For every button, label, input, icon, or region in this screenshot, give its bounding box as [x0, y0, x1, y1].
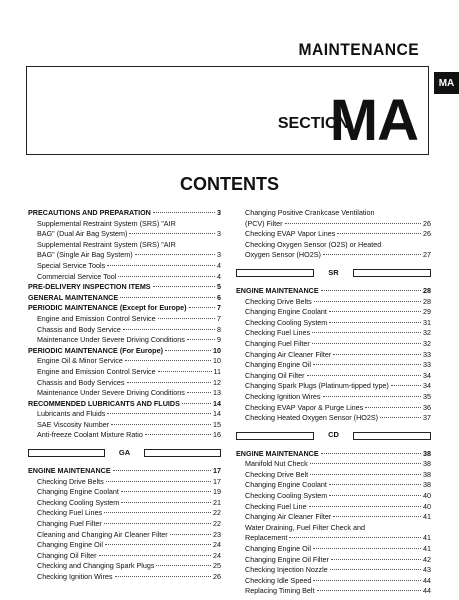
dot-leader [314, 301, 421, 302]
toc-entry[interactable] [236, 318, 431, 329]
entry-title: Chassis and Body Service [37, 324, 121, 334]
toc-entry[interactable] [28, 272, 221, 283]
entry-title: Changing Engine Oil [245, 544, 311, 554]
entry-title: Chassis and Body Services [37, 377, 125, 387]
entry-title: Changing Fuel Filter [245, 338, 310, 348]
dot-leader [329, 311, 421, 312]
dot-leader [125, 360, 211, 361]
page-number: 14 [213, 409, 221, 419]
toc-entry[interactable] [28, 572, 221, 583]
toc-heading-entry[interactable] [28, 346, 221, 357]
toc-entry[interactable] [28, 378, 221, 389]
dot-leader [127, 382, 212, 383]
entry-title: Special Service Tools [37, 260, 106, 270]
page-number: 3 [217, 250, 221, 260]
page-number: 24 [213, 540, 221, 550]
entry-title: ENGINE MAINTENANCE [236, 285, 319, 295]
dot-leader [321, 290, 421, 291]
page-number: 41 [423, 544, 431, 554]
dot-leader [380, 417, 421, 418]
toc-heading-entry[interactable] [28, 293, 221, 304]
entry-title: Oxygen Sensor (HO2S) [245, 250, 321, 260]
page-number: 4 [217, 260, 221, 270]
entry-title: BAG" (Single Air Bag System) [37, 250, 133, 260]
entry-title: Cleaning and Changing Air Cleaner Filter [37, 529, 168, 539]
entry-title: Changing Oil Filter [245, 370, 305, 380]
toc-heading-entry[interactable] [28, 208, 221, 219]
page-number: 35 [423, 391, 431, 401]
dot-leader [312, 332, 421, 333]
page-number: 17 [213, 476, 221, 486]
page-number: 26 [423, 218, 431, 228]
toc-entry[interactable] [28, 367, 221, 378]
toc-entry[interactable] [236, 392, 431, 403]
dot-leader [330, 569, 421, 570]
section-divider [28, 447, 221, 459]
entry-title: Engine and Emission Control Service [37, 366, 156, 376]
toc-heading-entry[interactable] [28, 466, 221, 477]
dot-leader [285, 223, 421, 224]
page-number: 25 [213, 561, 221, 571]
dot-leader [333, 354, 421, 355]
entry-title: Engine Oil & Minor Service [37, 356, 123, 366]
page-number: 13 [213, 388, 221, 398]
divider-bar [236, 432, 314, 440]
section-header-box [26, 66, 429, 155]
page-number: 33 [423, 360, 431, 370]
dot-leader [307, 375, 421, 376]
dot-leader [333, 516, 421, 517]
page-number: 32 [423, 328, 431, 338]
toc-entry[interactable] [28, 420, 221, 431]
dot-leader [329, 484, 421, 485]
page-number: 38 [423, 469, 431, 479]
toc-entry[interactable] [236, 470, 431, 481]
entry-title: Checking Heated Oxygen Sensor (HO2S) [245, 413, 379, 423]
dot-leader [120, 297, 215, 298]
divider-label: GA [118, 447, 131, 457]
page-number: 37 [423, 413, 431, 423]
entry-title: Replacement [245, 533, 288, 543]
page-number: 10 [213, 345, 221, 355]
toc-heading-entry[interactable] [236, 286, 431, 297]
entry-title: Checking EVAP Vapor Lines [245, 229, 336, 239]
divider-bar [236, 269, 314, 277]
dot-leader [289, 537, 421, 538]
toc-entry[interactable] [236, 403, 431, 414]
toc-entry[interactable]: Changing Positive Crankcase Ventilation [245, 208, 375, 217]
entry-title: Engine and Emission Control Service [37, 313, 156, 323]
page-number: 6 [217, 292, 221, 302]
toc-heading-entry[interactable] [28, 282, 221, 293]
entry-title: Checking Idle Speed [245, 575, 312, 585]
page-number: 28 [423, 296, 431, 306]
dot-leader [365, 407, 421, 408]
entry-title: (PCV) Filter [245, 218, 283, 228]
entry-title: Changing Air Cleaner Filter [245, 349, 332, 359]
toc-entry[interactable] [236, 480, 431, 491]
entry-title: Maintenance Under Severe Driving Conditions [37, 388, 185, 398]
dot-leader [123, 329, 215, 330]
dot-leader [323, 254, 421, 255]
section-tab[interactable]: MA [434, 72, 459, 94]
divider-label: CD [328, 430, 339, 440]
dot-leader [182, 403, 211, 404]
page-number: 4 [217, 271, 221, 281]
entry-title: Replacing Timing Belt [245, 586, 315, 596]
page-number: 31 [423, 317, 431, 327]
entry-title: Changing Engine Coolant [37, 487, 119, 497]
entry-title: Anti-freeze Coolant Mixture Ratio [37, 430, 143, 440]
dot-leader [105, 544, 211, 545]
toc-entry[interactable] [28, 487, 221, 498]
toc-entry[interactable] [28, 551, 221, 562]
dot-leader [317, 590, 421, 591]
entry-title: Changing Engine Oil [245, 360, 311, 370]
page-number: 44 [423, 575, 431, 585]
entry-title: SAE Viscosity Number [37, 419, 110, 429]
toc-entry[interactable] [28, 229, 221, 240]
page-number: 36 [423, 402, 431, 412]
page-number: 24 [213, 550, 221, 560]
page-number: 27 [423, 250, 431, 260]
dot-leader [187, 339, 215, 340]
dot-leader [313, 548, 421, 549]
page-number: 3 [217, 229, 221, 239]
entry-title: Changing Engine Coolant [245, 480, 327, 490]
toc-entry[interactable] [236, 328, 431, 339]
dot-leader [107, 265, 215, 266]
entry-title: Checking Ignition Wires [37, 572, 113, 581]
dot-leader [145, 434, 211, 435]
page-number: 29 [423, 307, 431, 317]
entry-title: Checking Injection Nozzle [245, 565, 328, 575]
entry-title: Checking Drive Belts [245, 296, 312, 306]
section-divider [236, 267, 431, 279]
page-number: 26 [213, 572, 221, 581]
manual-title: MAINTENANCE [298, 40, 419, 59]
page-number: 26 [423, 229, 431, 239]
entry-title: Checking EVAP Vapor & Purge Lines [245, 402, 364, 412]
toc-heading-entry[interactable] [28, 399, 221, 410]
toc-entry[interactable] [28, 519, 221, 530]
entry-title: Manifold Nut Check [245, 459, 308, 469]
toc-entry[interactable] [236, 533, 431, 544]
toc-entry[interactable] [28, 508, 221, 519]
toc-entry[interactable] [236, 544, 431, 555]
dot-leader [111, 424, 211, 425]
page-number: 7 [217, 303, 221, 313]
toc-entry[interactable] [236, 565, 431, 576]
dot-leader [313, 364, 421, 365]
entry-title: Checking and Changing Spark Plugs [37, 561, 155, 571]
page-number: 23 [213, 529, 221, 539]
page-number: 42 [423, 554, 431, 564]
dot-leader [153, 212, 215, 213]
page-number: 38 [423, 448, 431, 458]
toc-heading-entry[interactable] [236, 449, 431, 460]
toc-entry[interactable] [236, 502, 431, 513]
toc-entry[interactable] [28, 325, 221, 336]
entry-title: Checking Cooling System [245, 491, 328, 501]
toc-entry[interactable] [236, 512, 431, 523]
toc-entry[interactable] [236, 555, 431, 566]
divider-bar [353, 432, 431, 440]
toc-heading-entry[interactable] [28, 303, 221, 314]
dot-leader [158, 371, 212, 372]
toc-entry[interactable] [236, 459, 431, 470]
entry-title: Checking Fuel Line [245, 501, 307, 511]
entry-title: Changing Engine Oil [37, 540, 103, 550]
toc-right-column [236, 208, 431, 597]
dot-leader [321, 453, 421, 454]
page-number: 32 [423, 338, 431, 348]
toc-entry[interactable] [28, 477, 221, 488]
page-number: 21 [213, 497, 221, 507]
toc-entry[interactable] [28, 409, 221, 420]
dot-leader [106, 481, 211, 482]
page-number: 16 [213, 430, 221, 440]
toc-entry[interactable] [236, 371, 431, 382]
entry-title: PERIODIC MAINTENANCE (Except for Europe) [28, 303, 187, 313]
entry-title: Checking Drive Belts [37, 476, 104, 486]
dot-leader [121, 502, 211, 503]
page-number: 22 [213, 519, 221, 529]
toc-entry[interactable] [236, 229, 431, 240]
toc-entry[interactable] [28, 388, 221, 399]
entry-title: Commercial Service Tool [37, 271, 117, 281]
toc-entry[interactable] [28, 498, 221, 509]
toc-entry[interactable] [28, 430, 221, 441]
page-number: 38 [423, 459, 431, 469]
toc-entry[interactable] [236, 586, 431, 597]
divider-bar [353, 269, 431, 277]
dot-leader [189, 307, 215, 308]
page-number: 22 [213, 508, 221, 518]
entry-title: BAG" (Dual Air Bag System) [37, 229, 128, 239]
toc-entry[interactable] [236, 350, 431, 361]
toc-entry[interactable] [28, 561, 221, 572]
toc-entry[interactable] [28, 530, 221, 541]
page-number: 40 [423, 491, 431, 501]
dot-leader [323, 396, 421, 397]
dot-leader [187, 392, 211, 393]
toc-entry[interactable] [236, 413, 431, 424]
toc-entry[interactable] [236, 339, 431, 350]
dot-leader [135, 254, 215, 255]
divider-label: SR [328, 267, 339, 277]
dot-leader [129, 233, 215, 234]
dot-leader [153, 286, 215, 287]
entry-title: Changing Engine Coolant [245, 307, 327, 317]
dot-leader [104, 512, 211, 513]
section-divider [236, 430, 431, 442]
page-number: 11 [213, 366, 221, 376]
dot-leader [309, 506, 421, 507]
page-number: 17 [213, 466, 221, 476]
toc-entry[interactable] [28, 250, 221, 261]
entry-title: Checking Cooling System [37, 497, 120, 507]
toc-entry[interactable] [236, 297, 431, 308]
entry-title: PRECAUTIONS AND PREPARATION [28, 208, 151, 217]
page-number: 33 [423, 349, 431, 359]
page-number: 44 [423, 586, 431, 596]
toc-entry[interactable] [236, 576, 431, 587]
toc-left-column [28, 208, 221, 583]
dot-leader [329, 495, 421, 496]
dot-leader [331, 559, 421, 560]
page-number: 3 [217, 208, 221, 217]
entry-title: Checking Cooling System [245, 317, 328, 327]
toc-entry[interactable] [28, 335, 221, 346]
dot-leader [107, 413, 211, 414]
page-number: 34 [423, 370, 431, 380]
dot-leader [104, 523, 211, 524]
page-number: 28 [423, 285, 431, 295]
page-number: 40 [423, 501, 431, 511]
divider-bar [144, 449, 221, 457]
page-number: 19 [213, 487, 221, 497]
dot-leader [115, 576, 211, 577]
entry-title: PERIODIC MAINTENANCE (For Europe) [28, 345, 163, 355]
toc-entry[interactable] [28, 261, 221, 272]
entry-title: Checking Fuel Lines [37, 508, 103, 518]
dot-leader [312, 343, 421, 344]
toc-entry[interactable] [236, 491, 431, 502]
page-number: 41 [423, 533, 431, 543]
toc-entry[interactable] [236, 250, 431, 261]
dot-leader [99, 555, 211, 556]
entry-title: Checking Ignition Wires [245, 391, 321, 401]
dot-leader [310, 463, 421, 464]
entry-title: PRE-DELIVERY INSPECTION ITEMS [28, 282, 151, 292]
entry-title: Changing Engine Oil Filter [245, 554, 329, 564]
entry-title: Changing Spark Plugs (Platinum-tipped type) [245, 381, 389, 391]
entry-title: ENGINE MAINTENANCE [236, 448, 319, 458]
entry-title: Lubricants and Fluids [37, 409, 106, 419]
toc-entry[interactable]: Supplemental Restraint System (SRS) "AIR [37, 239, 176, 249]
contents-heading: CONTENTS [180, 174, 279, 194]
entry-title: Checking Drive Belt [245, 469, 309, 479]
dot-leader [165, 350, 211, 351]
dot-leader [337, 233, 421, 234]
entry-title: GENERAL MAINTENANCE [28, 292, 119, 302]
dot-leader [118, 276, 215, 277]
page-number: 15 [213, 419, 221, 429]
section-code: MA [329, 88, 418, 153]
page-number: 5 [217, 282, 221, 292]
dot-leader [170, 534, 211, 535]
toc-entry[interactable] [236, 219, 431, 230]
toc-entry[interactable] [236, 360, 431, 371]
section-word: SECTION [277, 115, 349, 132]
page-number: 7 [217, 313, 221, 323]
page-number: 9 [217, 335, 221, 345]
divider-bar [28, 449, 105, 457]
dot-leader [121, 491, 211, 492]
dot-leader [310, 474, 421, 475]
toc-entry[interactable] [236, 307, 431, 318]
toc-entry[interactable] [236, 381, 431, 392]
entry-title: Changing Air Cleaner Filter [245, 512, 332, 522]
toc-entry[interactable] [28, 540, 221, 551]
dot-leader [329, 322, 421, 323]
page-number: 14 [213, 398, 221, 408]
page-number: 34 [423, 381, 431, 391]
toc-entry[interactable]: Supplemental Restraint System (SRS) "AIR [37, 218, 176, 228]
dot-leader [156, 565, 211, 566]
entry-title: Maintenance Under Severe Driving Conditions [37, 335, 185, 345]
page-number: 43 [423, 565, 431, 575]
entry-title: Changing Fuel Filter [37, 519, 102, 529]
toc-entry[interactable]: Water Draining, Fuel Filter Check and [245, 522, 365, 532]
entry-title: RECOMMENDED LUBRICANTS AND FLUIDS [28, 398, 180, 408]
dot-leader [313, 580, 421, 581]
page-number: 8 [217, 324, 221, 334]
dot-leader [158, 318, 215, 319]
page-number: 12 [213, 377, 221, 387]
toc-entry[interactable]: Checking Oxygen Sensor (O2S) or Heated [245, 239, 382, 249]
toc-entry[interactable] [28, 356, 221, 367]
dot-leader [113, 470, 211, 471]
toc-entry[interactable] [28, 314, 221, 325]
page-number: 41 [423, 512, 431, 522]
entry-title: Checking Fuel Lines [245, 328, 311, 338]
dot-leader [391, 385, 421, 386]
entry-title: ENGINE MAINTENANCE [28, 466, 111, 476]
page-number: 38 [423, 480, 431, 490]
entry-title: Changing Oil Filter [37, 550, 97, 560]
page-number: 10 [213, 356, 221, 366]
